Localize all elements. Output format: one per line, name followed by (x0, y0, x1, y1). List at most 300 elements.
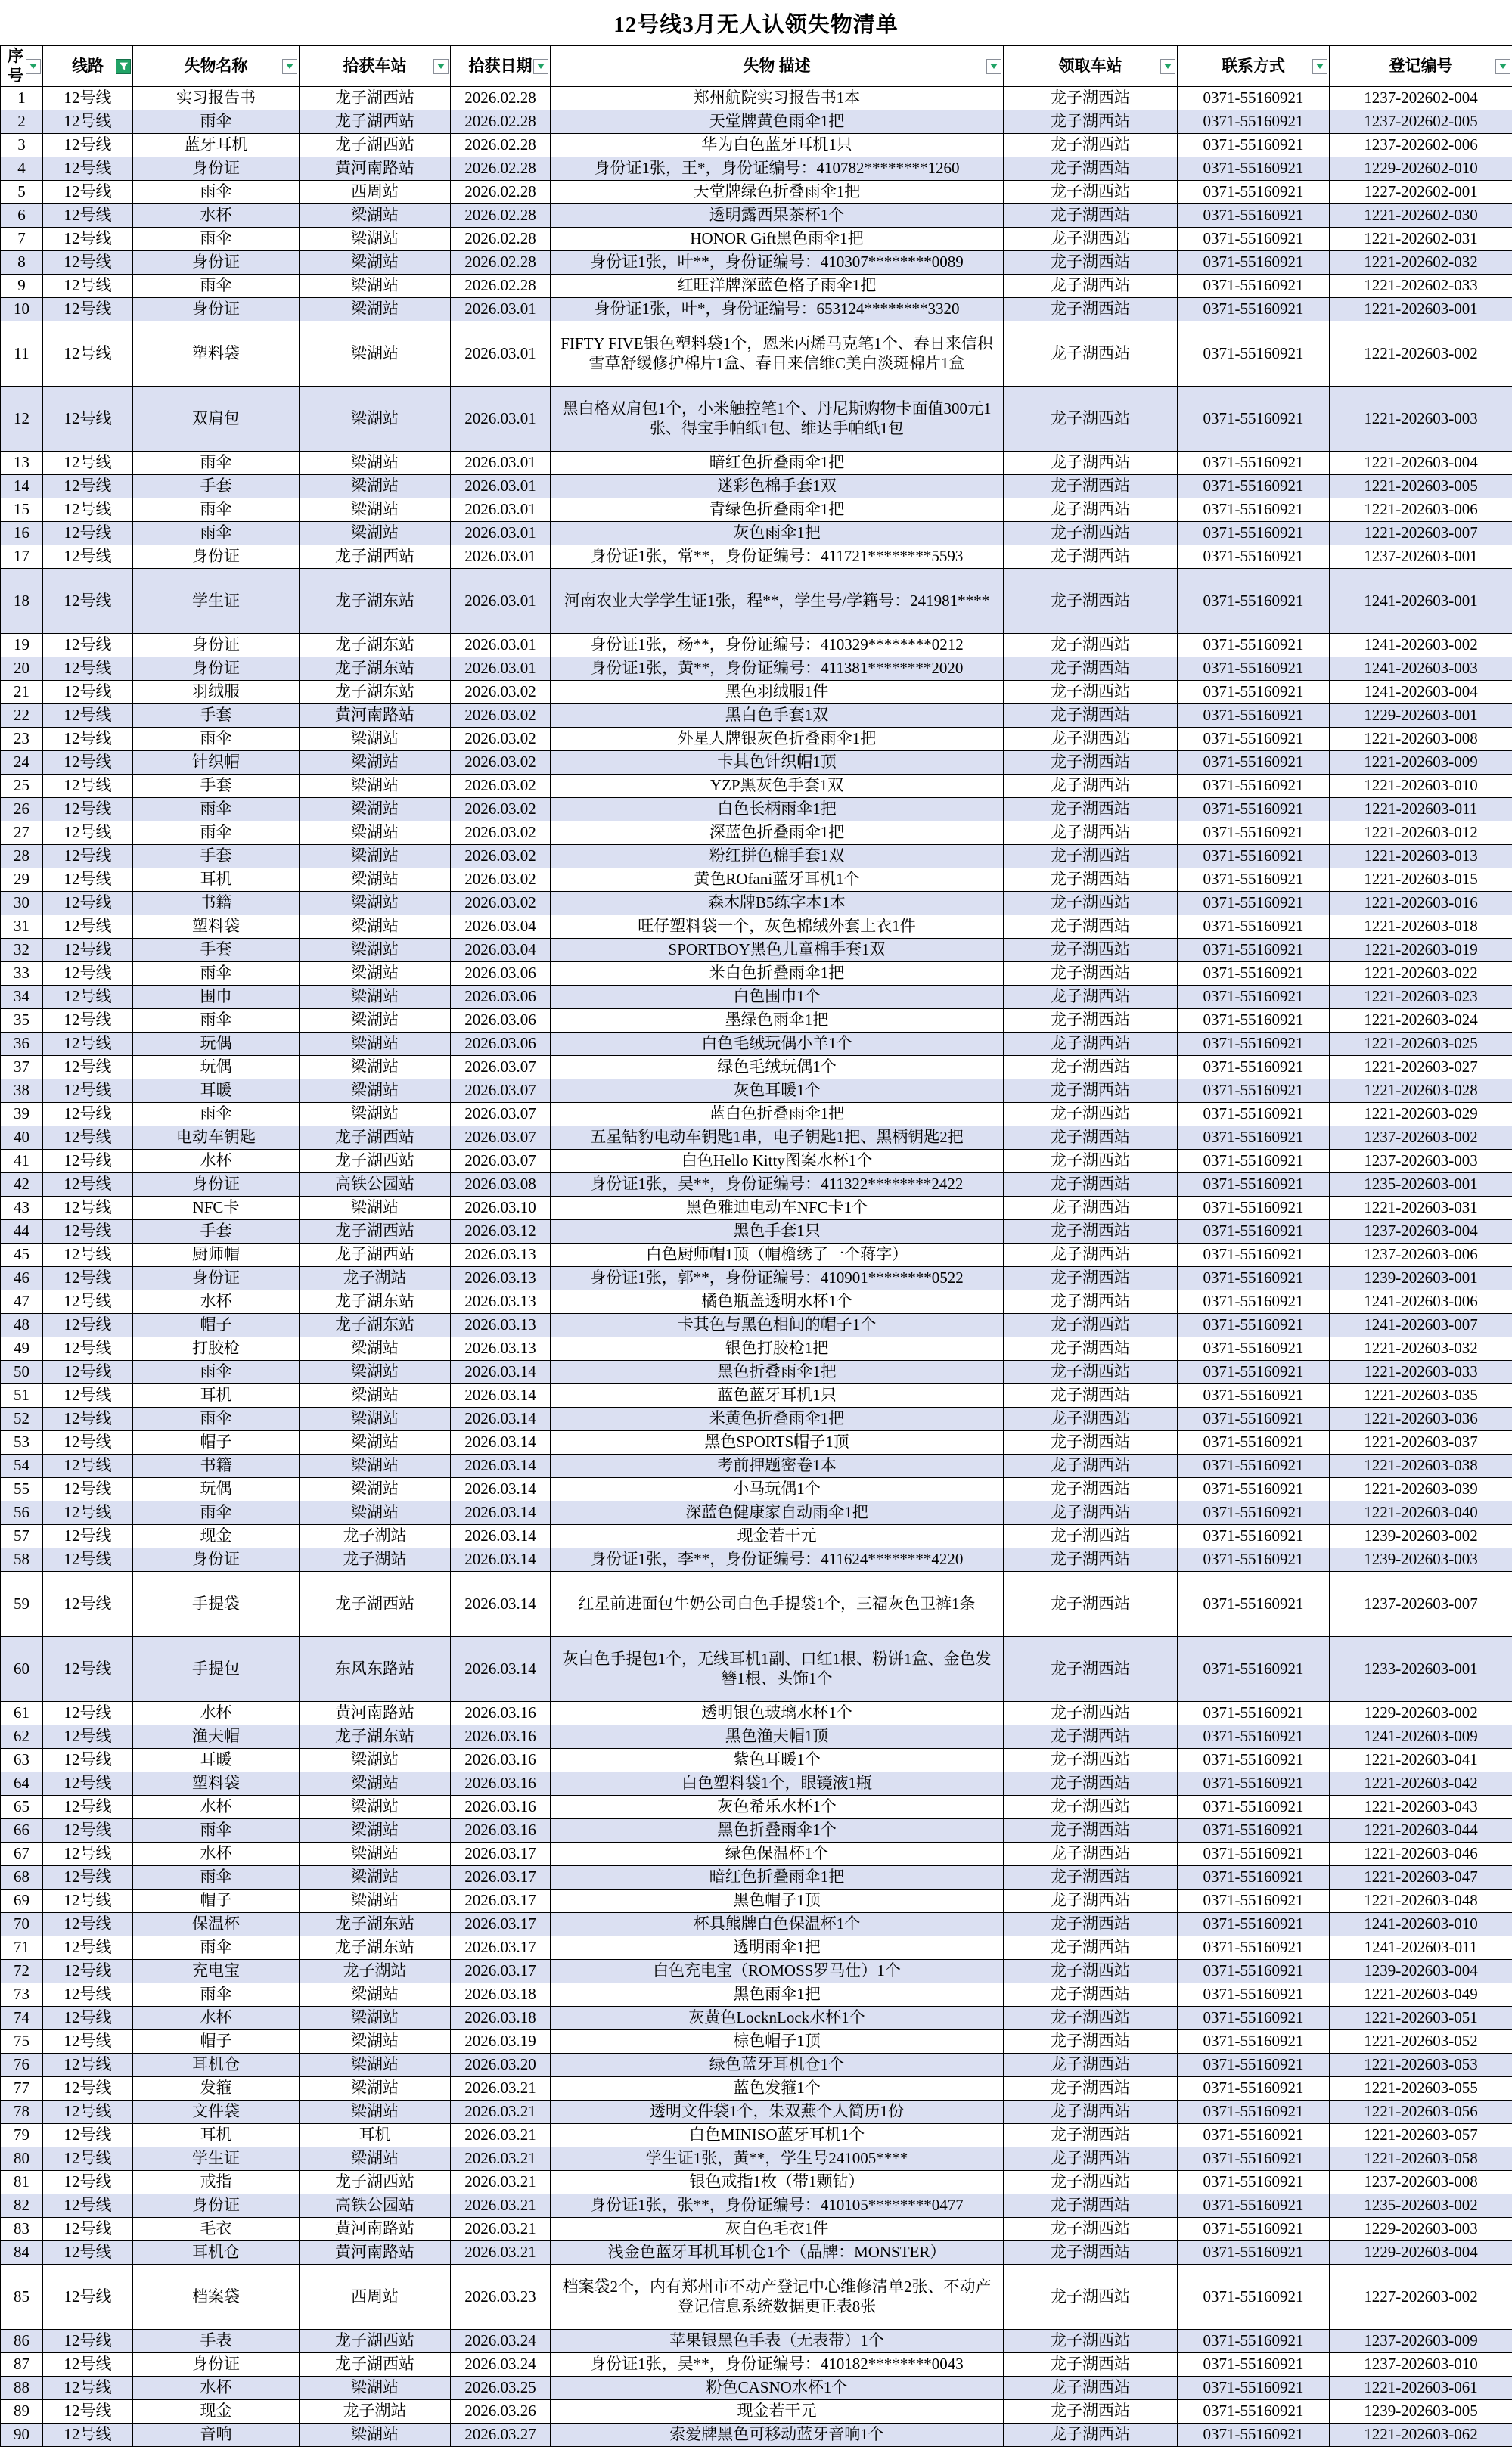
cell-found-date: 2026.03.16 (451, 1702, 551, 1725)
cell-line: 12号线 (43, 1890, 133, 1913)
cell-registration-no: 1241-202603-009 (1330, 1725, 1512, 1749)
cell-contact: 0371-55160921 (1178, 1525, 1330, 1548)
cell-seq: 51 (1, 1384, 43, 1408)
cell-found-date: 2026.03.07 (451, 1150, 551, 1173)
cell-found-date: 2026.03.02 (451, 845, 551, 868)
cell-item-name: 耳暖 (133, 1749, 300, 1772)
cell-pickup-station: 龙子湖西站 (1004, 1244, 1178, 1267)
cell-registration-no: 1239-202603-005 (1330, 2400, 1512, 2424)
cell-pickup-station: 龙子湖西站 (1004, 1033, 1178, 1056)
cell-pickup-station: 龙子湖西站 (1004, 1220, 1178, 1244)
cell-pickup-station: 龙子湖西站 (1004, 1290, 1178, 1314)
cell-item-name: 身份证 (133, 1173, 300, 1197)
filter-funnel-icon[interactable] (116, 59, 131, 74)
cell-description: 苹果银黑色手表（无表带）1个 (551, 2330, 1004, 2353)
cell-seq: 89 (1, 2400, 43, 2424)
cell-item-name: 音响 (133, 2424, 300, 2447)
cell-description: 深蓝色折叠雨伞1把 (551, 821, 1004, 845)
cell-registration-no: 1237-202603-008 (1330, 2171, 1512, 2194)
cell-pickup-station: 龙子湖西站 (1004, 134, 1178, 157)
cell-item-name: 手表 (133, 2330, 300, 2353)
cell-line: 12号线 (43, 157, 133, 181)
cell-found-station: 梁湖站 (300, 821, 451, 845)
cell-registration-no: 1221-202603-044 (1330, 1819, 1512, 1843)
cell-line: 12号线 (43, 181, 133, 204)
cell-registration-no: 1221-202603-058 (1330, 2147, 1512, 2171)
cell-found-station: 龙子湖东站 (300, 657, 451, 681)
cell-found-station: 梁湖站 (300, 228, 451, 251)
column-header-6 (1004, 46, 1178, 87)
cell-description: 郑州航院实习报告书1本 (551, 87, 1004, 110)
cell-line: 12号线 (43, 545, 133, 569)
cell-description: 索爱牌黑色可移动蓝牙音响1个 (551, 2424, 1004, 2447)
cell-description: 身份证1张，吴**，身份证编号：411322********2422 (551, 1173, 1004, 1197)
table-row (1, 2077, 1512, 2101)
cell-seq: 86 (1, 2330, 43, 2353)
cell-line: 12号线 (43, 1749, 133, 1772)
cell-found-station: 龙子湖西站 (300, 1220, 451, 1244)
cell-line: 12号线 (43, 2424, 133, 2447)
cell-line: 12号线 (43, 251, 133, 275)
cell-item-name: 充电宝 (133, 1960, 300, 1983)
column-header-4 (451, 46, 551, 87)
table-row (1, 1056, 1512, 1079)
cell-line: 12号线 (43, 939, 133, 962)
cell-seq: 72 (1, 1960, 43, 1983)
filter-dropdown-icon[interactable] (1160, 59, 1175, 74)
cell-seq: 63 (1, 1749, 43, 1772)
cell-item-name: 水杯 (133, 1796, 300, 1819)
cell-line: 12号线 (43, 1501, 133, 1525)
cell-seq: 52 (1, 1408, 43, 1431)
cell-description: 银色戒指1枚（带1颗钻） (551, 2171, 1004, 2194)
filter-dropdown-icon[interactable] (26, 59, 41, 74)
cell-item-name: 身份证 (133, 545, 300, 569)
table-row (1, 2330, 1512, 2353)
cell-contact: 0371-55160921 (1178, 1361, 1330, 1384)
cell-line: 12号线 (43, 1150, 133, 1173)
page-title: 12号线3月无人认领失物清单 (0, 0, 1512, 45)
cell-line: 12号线 (43, 1843, 133, 1866)
cell-description: 迷彩色棉手套1双 (551, 475, 1004, 498)
cell-found-date: 2026.03.07 (451, 1079, 551, 1103)
cell-seq: 66 (1, 1819, 43, 1843)
table-row (1, 1009, 1512, 1033)
cell-found-date: 2026.03.01 (451, 545, 551, 569)
cell-seq: 30 (1, 892, 43, 915)
cell-contact: 0371-55160921 (1178, 681, 1330, 704)
table-row (1, 1314, 1512, 1337)
table-row (1, 939, 1512, 962)
cell-found-station: 梁湖站 (300, 321, 451, 387)
table-row (1, 181, 1512, 204)
cell-registration-no: 1221-202603-031 (1330, 1197, 1512, 1220)
cell-seq: 9 (1, 275, 43, 298)
cell-found-date: 2026.03.27 (451, 2424, 551, 2447)
table-row (1, 1501, 1512, 1525)
cell-found-date: 2026.03.14 (451, 1525, 551, 1548)
cell-item-name: 雨伞 (133, 498, 300, 522)
table-row (1, 2218, 1512, 2241)
cell-item-name: 手套 (133, 475, 300, 498)
cell-seq: 42 (1, 1173, 43, 1197)
cell-found-station: 梁湖站 (300, 892, 451, 915)
cell-item-name: 书籍 (133, 1455, 300, 1478)
cell-found-date: 2026.03.16 (451, 1749, 551, 1772)
cell-registration-no: 1221-202603-052 (1330, 2030, 1512, 2054)
cell-found-station: 梁湖站 (300, 1501, 451, 1525)
cell-description: 现金若干元 (551, 2400, 1004, 2424)
cell-seq: 31 (1, 915, 43, 939)
cell-found-date: 2026.03.19 (451, 2030, 551, 2054)
cell-item-name: 双肩包 (133, 387, 300, 452)
table-row (1, 1890, 1512, 1913)
cell-contact: 0371-55160921 (1178, 1244, 1330, 1267)
cell-line: 12号线 (43, 2054, 133, 2077)
cell-seq: 61 (1, 1702, 43, 1725)
cell-contact: 0371-55160921 (1178, 728, 1330, 751)
cell-description: 五星钻豹电动车钥匙1串，电子钥匙1把、黑柄钥匙2把 (551, 1126, 1004, 1150)
cell-pickup-station: 龙子湖西站 (1004, 939, 1178, 962)
cell-registration-no: 1221-202603-062 (1330, 2424, 1512, 2447)
cell-description: 白色充电宝（ROMOSS罗马仕）1个 (551, 1960, 1004, 1983)
cell-found-date: 2026.03.21 (451, 2147, 551, 2171)
cell-contact: 0371-55160921 (1178, 1103, 1330, 1126)
cell-pickup-station: 龙子湖西站 (1004, 321, 1178, 387)
cell-line: 12号线 (43, 2330, 133, 2353)
cell-found-station: 梁湖站 (300, 845, 451, 868)
cell-item-name: 耳机 (133, 868, 300, 892)
cell-item-name: 身份证 (133, 157, 300, 181)
cell-line: 12号线 (43, 962, 133, 986)
cell-pickup-station: 龙子湖西站 (1004, 1819, 1178, 1843)
cell-description: 黑色渔夫帽1顶 (551, 1725, 1004, 1749)
cell-line: 12号线 (43, 1126, 133, 1150)
cell-item-name: 塑料袋 (133, 1772, 300, 1796)
cell-found-station: 梁湖站 (300, 751, 451, 775)
column-header-1 (43, 46, 133, 87)
cell-item-name: 手套 (133, 704, 300, 728)
cell-found-station: 龙子湖西站 (300, 1244, 451, 1267)
cell-found-station: 龙子湖东站 (300, 569, 451, 634)
cell-found-station: 黄河南路站 (300, 704, 451, 728)
cell-description: 华为白色蓝牙耳机1只 (551, 134, 1004, 157)
cell-description: 身份证1张，郭**，身份证编号：410901********0522 (551, 1267, 1004, 1290)
cell-pickup-station: 龙子湖西站 (1004, 522, 1178, 545)
cell-description: 黑色帽子1顶 (551, 1890, 1004, 1913)
table-row (1, 1173, 1512, 1197)
cell-found-station: 耳机 (300, 2124, 451, 2147)
cell-seq: 58 (1, 1548, 43, 1572)
column-label: 联系方式 (1222, 57, 1285, 75)
cell-found-station: 龙子湖站 (300, 1525, 451, 1548)
cell-description: 白色围巾1个 (551, 986, 1004, 1009)
cell-found-date: 2026.03.16 (451, 1819, 551, 1843)
cell-registration-no: 1221-202603-027 (1330, 1056, 1512, 1079)
cell-seq: 29 (1, 868, 43, 892)
cell-seq: 39 (1, 1103, 43, 1126)
cell-contact: 0371-55160921 (1178, 1843, 1330, 1866)
cell-seq: 15 (1, 498, 43, 522)
cell-registration-no: 1241-202603-007 (1330, 1314, 1512, 1337)
cell-found-date: 2026.03.06 (451, 962, 551, 986)
cell-contact: 0371-55160921 (1178, 1314, 1330, 1337)
cell-line: 12号线 (43, 1244, 133, 1267)
column-header-7 (1178, 46, 1330, 87)
cell-item-name: 雨伞 (133, 1103, 300, 1126)
cell-found-station: 梁湖站 (300, 939, 451, 962)
cell-contact: 0371-55160921 (1178, 868, 1330, 892)
cell-description: 森木牌B5练字本1本 (551, 892, 1004, 915)
filter-dropdown-icon[interactable] (1312, 59, 1327, 74)
cell-registration-no: 1221-202602-033 (1330, 275, 1512, 298)
cell-pickup-station: 龙子湖西站 (1004, 1056, 1178, 1079)
table-row (1, 2400, 1512, 2424)
cell-pickup-station: 龙子湖西站 (1004, 87, 1178, 110)
cell-contact: 0371-55160921 (1178, 1819, 1330, 1843)
cell-registration-no: 1241-202603-004 (1330, 681, 1512, 704)
cell-description: 身份证1张，黄**，身份证编号：411381********2020 (551, 657, 1004, 681)
cell-registration-no: 1221-202603-039 (1330, 1478, 1512, 1501)
cell-pickup-station: 龙子湖西站 (1004, 2007, 1178, 2030)
cell-contact: 0371-55160921 (1178, 775, 1330, 798)
cell-found-station: 龙子湖西站 (300, 545, 451, 569)
cell-line: 12号线 (43, 2007, 133, 2030)
cell-found-station: 梁湖站 (300, 2007, 451, 2030)
cell-registration-no: 1221-202603-043 (1330, 1796, 1512, 1819)
cell-item-name: 雨伞 (133, 1408, 300, 1431)
cell-found-date: 2026.03.14 (451, 1408, 551, 1431)
filter-dropdown-icon[interactable] (1495, 59, 1510, 74)
table-row (1, 1244, 1512, 1267)
cell-seq: 36 (1, 1033, 43, 1056)
cell-description: 透明雨伞1把 (551, 1936, 1004, 1960)
cell-registration-no: 1237-202603-007 (1330, 1572, 1512, 1637)
cell-found-station: 龙子湖西站 (300, 2330, 451, 2353)
cell-item-name: 雨伞 (133, 1501, 300, 1525)
table-row (1, 1749, 1512, 1772)
cell-registration-no: 1221-202602-032 (1330, 251, 1512, 275)
table-row (1, 1936, 1512, 1960)
cell-found-station: 梁湖站 (300, 2377, 451, 2400)
table-row (1, 1796, 1512, 1819)
cell-item-name: 身份证 (133, 1548, 300, 1572)
cell-description: 灰色雨伞1把 (551, 522, 1004, 545)
column-label: 登记编号 (1389, 57, 1453, 75)
table-row (1, 681, 1512, 704)
cell-item-name: 耳机仓 (133, 2241, 300, 2265)
cell-pickup-station: 龙子湖西站 (1004, 1913, 1178, 1936)
cell-item-name: 戒指 (133, 2171, 300, 2194)
cell-item-name: 耳机 (133, 2124, 300, 2147)
cell-seq: 83 (1, 2218, 43, 2241)
cell-description: 紫色耳暖1个 (551, 1749, 1004, 1772)
cell-found-station: 梁湖站 (300, 1866, 451, 1890)
table-row (1, 298, 1512, 321)
cell-line: 12号线 (43, 2377, 133, 2400)
cell-found-station: 梁湖站 (300, 1455, 451, 1478)
cell-pickup-station: 龙子湖西站 (1004, 2241, 1178, 2265)
cell-pickup-station: 龙子湖西站 (1004, 868, 1178, 892)
cell-contact: 0371-55160921 (1178, 2124, 1330, 2147)
cell-contact: 0371-55160921 (1178, 2241, 1330, 2265)
cell-found-station: 梁湖站 (300, 986, 451, 1009)
cell-line: 12号线 (43, 986, 133, 1009)
cell-description: 米白色折叠雨伞1把 (551, 962, 1004, 986)
cell-item-name: 帽子 (133, 2030, 300, 2054)
table-row (1, 1866, 1512, 1890)
cell-registration-no: 1221-202603-035 (1330, 1384, 1512, 1408)
cell-seq: 18 (1, 569, 43, 634)
cell-contact: 0371-55160921 (1178, 657, 1330, 681)
table-row (1, 821, 1512, 845)
column-label: 线路 (72, 57, 104, 75)
cell-found-station: 龙子湖东站 (300, 1725, 451, 1749)
cell-line: 12号线 (43, 915, 133, 939)
cell-registration-no: 1229-202603-001 (1330, 704, 1512, 728)
cell-line: 12号线 (43, 1079, 133, 1103)
cell-pickup-station: 龙子湖西站 (1004, 2147, 1178, 2171)
cell-registration-no: 1233-202603-001 (1330, 1637, 1512, 1702)
cell-contact: 0371-55160921 (1178, 986, 1330, 1009)
table-row (1, 1819, 1512, 1843)
cell-description: YZP黑灰色手套1双 (551, 775, 1004, 798)
table-row (1, 1079, 1512, 1103)
table-row (1, 2377, 1512, 2400)
cell-item-name: 身份证 (133, 298, 300, 321)
cell-pickup-station: 龙子湖西站 (1004, 228, 1178, 251)
cell-found-date: 2026.03.01 (451, 634, 551, 657)
cell-seq: 23 (1, 728, 43, 751)
cell-line: 12号线 (43, 1337, 133, 1361)
cell-line: 12号线 (43, 1103, 133, 1126)
cell-contact: 0371-55160921 (1178, 939, 1330, 962)
cell-found-date: 2026.03.21 (451, 2241, 551, 2265)
table-row (1, 1548, 1512, 1572)
cell-found-station: 龙子湖西站 (300, 1150, 451, 1173)
cell-found-date: 2026.03.24 (451, 2353, 551, 2377)
cell-registration-no: 1221-202603-010 (1330, 775, 1512, 798)
filter-dropdown-icon[interactable] (433, 59, 449, 74)
cell-found-station: 梁湖站 (300, 298, 451, 321)
cell-description: 考前押题密卷1本 (551, 1455, 1004, 1478)
cell-contact: 0371-55160921 (1178, 1913, 1330, 1936)
cell-contact: 0371-55160921 (1178, 1173, 1330, 1197)
table-row (1, 1702, 1512, 1725)
cell-item-name: 发箍 (133, 2077, 300, 2101)
cell-found-station: 梁湖站 (300, 798, 451, 821)
cell-contact: 0371-55160921 (1178, 2265, 1330, 2330)
cell-found-date: 2026.02.28 (451, 204, 551, 228)
cell-description: 黄色ROfani蓝牙耳机1个 (551, 868, 1004, 892)
cell-description: 外星人牌银灰色折叠雨伞1把 (551, 728, 1004, 751)
cell-found-date: 2026.03.13 (451, 1337, 551, 1361)
cell-seq: 13 (1, 452, 43, 475)
cell-description: 橘色瓶盖透明水杯1个 (551, 1290, 1004, 1314)
cell-item-name: 雨伞 (133, 110, 300, 134)
filter-dropdown-icon[interactable] (986, 59, 1001, 74)
cell-contact: 0371-55160921 (1178, 1478, 1330, 1501)
cell-seq: 16 (1, 522, 43, 545)
cell-description: 深蓝色健康家自动雨伞1把 (551, 1501, 1004, 1525)
cell-item-name: 身份证 (133, 2194, 300, 2218)
cell-description: 米黄色折叠雨伞1把 (551, 1408, 1004, 1431)
cell-contact: 0371-55160921 (1178, 2007, 1330, 2030)
cell-registration-no: 1221-202603-037 (1330, 1431, 1512, 1455)
table-row (1, 157, 1512, 181)
cell-line: 12号线 (43, 1384, 133, 1408)
cell-found-date: 2026.03.18 (451, 1983, 551, 2007)
cell-item-name: 塑料袋 (133, 915, 300, 939)
cell-seq: 80 (1, 2147, 43, 2171)
filter-dropdown-icon[interactable] (533, 59, 548, 74)
filter-dropdown-icon[interactable] (282, 59, 297, 74)
cell-contact: 0371-55160921 (1178, 1267, 1330, 1290)
cell-pickup-station: 龙子湖西站 (1004, 2124, 1178, 2147)
cell-found-date: 2026.03.18 (451, 2007, 551, 2030)
cell-pickup-station: 龙子湖西站 (1004, 1408, 1178, 1431)
table-row (1, 704, 1512, 728)
cell-found-station: 梁湖站 (300, 475, 451, 498)
cell-found-date: 2026.03.14 (451, 1361, 551, 1384)
cell-pickup-station: 龙子湖西站 (1004, 475, 1178, 498)
cell-description: SPORTBOY黑色儿童棉手套1双 (551, 939, 1004, 962)
cell-found-station: 梁湖站 (300, 1843, 451, 1866)
table-row (1, 1150, 1512, 1173)
cell-pickup-station: 龙子湖西站 (1004, 2030, 1178, 2054)
cell-found-date: 2026.02.28 (451, 228, 551, 251)
table-row (1, 87, 1512, 110)
cell-item-name: 渔夫帽 (133, 1725, 300, 1749)
cell-contact: 0371-55160921 (1178, 1749, 1330, 1772)
cell-item-name: 玩偶 (133, 1033, 300, 1056)
cell-description: 暗红色折叠雨伞1把 (551, 452, 1004, 475)
cell-pickup-station: 龙子湖西站 (1004, 798, 1178, 821)
cell-line: 12号线 (43, 2171, 133, 2194)
cell-seq: 62 (1, 1725, 43, 1749)
cell-seq: 45 (1, 1244, 43, 1267)
cell-pickup-station: 龙子湖西站 (1004, 728, 1178, 751)
cell-line: 12号线 (43, 1725, 133, 1749)
column-header-5 (551, 46, 1004, 87)
cell-item-name: 身份证 (133, 634, 300, 657)
cell-seq: 5 (1, 181, 43, 204)
cell-contact: 0371-55160921 (1178, 1408, 1330, 1431)
cell-found-date: 2026.03.13 (451, 1244, 551, 1267)
cell-description: 黑色折叠雨伞1把 (551, 1361, 1004, 1384)
cell-pickup-station: 龙子湖西站 (1004, 1749, 1178, 1772)
cell-found-date: 2026.02.28 (451, 157, 551, 181)
cell-line: 12号线 (43, 204, 133, 228)
cell-found-date: 2026.02.28 (451, 110, 551, 134)
cell-item-name: 手套 (133, 845, 300, 868)
cell-contact: 0371-55160921 (1178, 2194, 1330, 2218)
cell-registration-no: 1239-202603-001 (1330, 1267, 1512, 1290)
cell-seq: 87 (1, 2353, 43, 2377)
cell-item-name: 保温杯 (133, 1913, 300, 1936)
table-row (1, 498, 1512, 522)
cell-line: 12号线 (43, 845, 133, 868)
cell-pickup-station: 龙子湖西站 (1004, 569, 1178, 634)
table-row (1, 1983, 1512, 2007)
cell-pickup-station: 龙子湖西站 (1004, 2218, 1178, 2241)
cell-registration-no: 1221-202603-028 (1330, 1079, 1512, 1103)
cell-description: 身份证1张，叶**，身份证编号：410307********0089 (551, 251, 1004, 275)
table-row (1, 845, 1512, 868)
cell-found-station: 梁湖站 (300, 1079, 451, 1103)
cell-item-name: 耳暖 (133, 1079, 300, 1103)
cell-line: 12号线 (43, 1960, 133, 1983)
